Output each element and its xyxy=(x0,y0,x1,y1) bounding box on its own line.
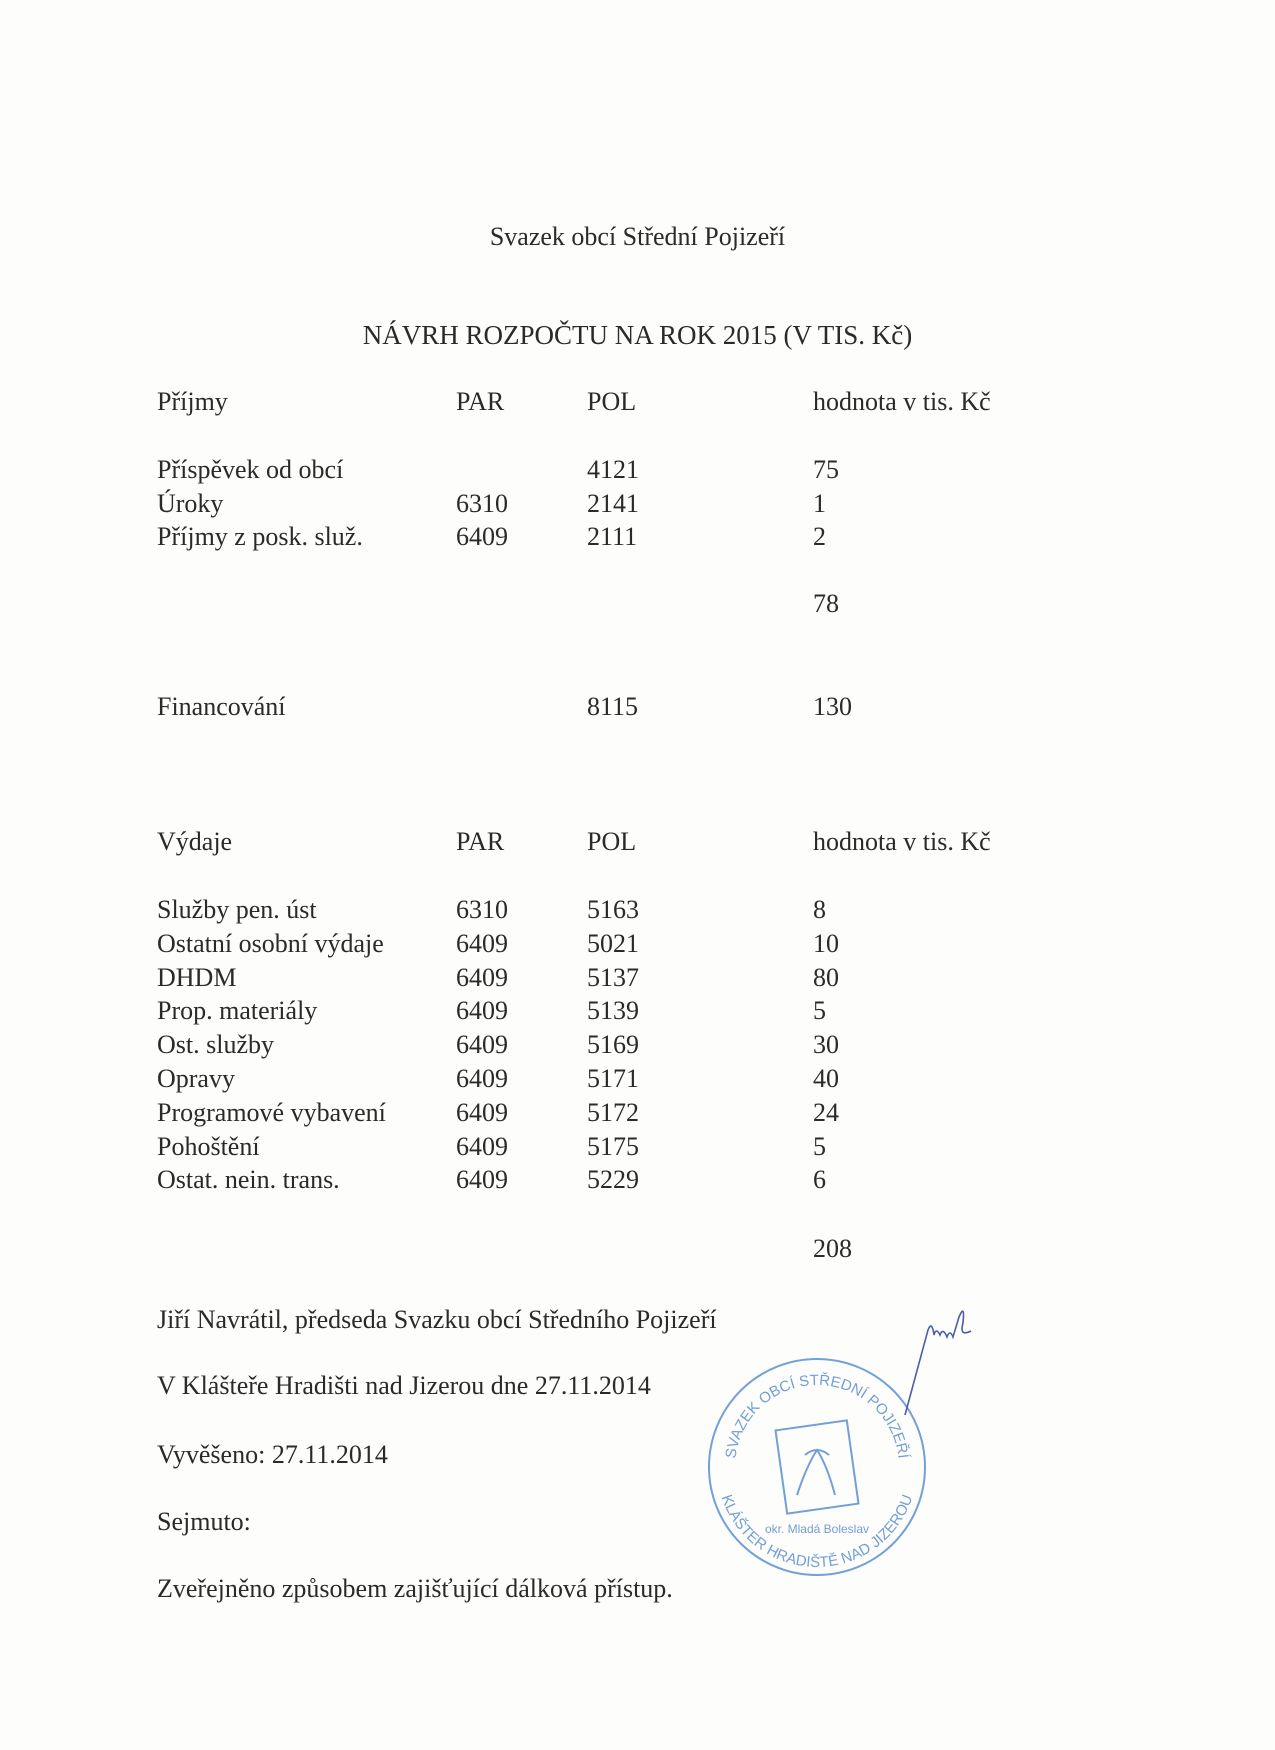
expense-row-label: Služby pen. úst xyxy=(157,895,317,924)
expense-row-label: Opravy xyxy=(157,1064,235,1093)
expense-row-par: 6409 xyxy=(456,1165,508,1195)
expense-row-value: 8 xyxy=(813,895,826,924)
expenses-header-pol: POL xyxy=(587,827,637,856)
stamp-outer-ring xyxy=(709,1359,925,1575)
financing-label: Financování xyxy=(157,692,286,721)
expense-row-pol: 5172 xyxy=(587,1097,639,1127)
expenses-header-par: PAR xyxy=(456,827,505,856)
official-stamp xyxy=(705,1355,929,1579)
expense-row-pol: 5175 xyxy=(587,1131,639,1161)
expenses-header-label: Výdaje xyxy=(157,827,233,856)
expense-row-value: 30 xyxy=(813,1030,839,1060)
income-header-par: PAR xyxy=(456,387,505,416)
income-row-par: 6310 xyxy=(456,488,508,518)
income-row-value: 1 xyxy=(813,488,826,518)
expense-row-pol: 5163 xyxy=(587,895,639,924)
income-row-value: 75 xyxy=(813,455,839,484)
income-row-label: Příspěvek od obcí xyxy=(157,455,344,484)
expense-row-pol: 5169 xyxy=(587,1030,639,1060)
expense-row-par: 6409 xyxy=(456,1131,508,1161)
signatory: Jiří Navrátil, předseda Svazku obcí Středního Pojizeří xyxy=(157,1305,717,1334)
expense-row-value: 5 xyxy=(813,996,826,1026)
income-total: 78 xyxy=(813,589,839,618)
publication-note: Zveřejněno způsobem zajišťující dálková přístup. xyxy=(157,1574,673,1603)
income-row-par: 6409 xyxy=(456,522,508,551)
income-row-label: Příjmy z posk. služ. xyxy=(157,522,363,551)
stamp-emblem-frame xyxy=(776,1420,859,1513)
expense-row-par: 6409 xyxy=(456,996,508,1026)
financing-value: 130 xyxy=(813,692,852,721)
expense-row-par: 6409 xyxy=(456,1064,508,1093)
expense-row-label: Ost. služby xyxy=(157,1030,274,1060)
expense-row-par: 6409 xyxy=(456,928,508,958)
expense-row-par: 6409 xyxy=(456,962,508,992)
expense-row-label: Pohoštění xyxy=(157,1131,260,1161)
expense-row-value: 80 xyxy=(813,962,839,992)
stamp-text-bottom: KLÁŠTER HRADIŠTĚ NAD JIZEROU xyxy=(717,1492,917,1572)
income-row-pol: 4121 xyxy=(587,455,639,484)
expense-row-par: 6409 xyxy=(456,1030,508,1060)
svg-text:SVAZEK OBCÍ STŘEDNÍ POJIZEŘÍ xyxy=(722,1372,911,1460)
expense-row-value: 6 xyxy=(813,1165,826,1195)
expense-row-label: Ostat. nein. trans. xyxy=(157,1165,340,1195)
lion-emblem-icon xyxy=(797,1450,835,1495)
expense-row-label: Ostatní osobní výdaje xyxy=(157,928,384,958)
document-title: NÁVRH ROZPOČTU NA ROK 2015 (V TIS. Kč) xyxy=(362,320,913,350)
income-row-label: Úroky xyxy=(157,488,224,518)
expense-row-value: 24 xyxy=(813,1097,839,1127)
expense-row-pol: 5139 xyxy=(587,996,639,1026)
expense-row-value: 10 xyxy=(813,928,839,958)
expense-row-value: 40 xyxy=(813,1064,839,1093)
place-date: V Klášteře Hradišti nad Jizerou dne 27.11.2014 xyxy=(157,1371,651,1400)
handwritten-signature xyxy=(900,1310,1010,1420)
financing-pol: 8115 xyxy=(587,692,639,721)
income-row-pol: 2141 xyxy=(587,488,639,518)
expense-row-label: Prop. materiály xyxy=(157,996,318,1026)
expense-row-pol: 5021 xyxy=(587,928,639,958)
expense-row-label: Programové vybavení xyxy=(157,1097,386,1127)
expenses-total: 208 xyxy=(813,1234,852,1263)
income-header-pol: POL xyxy=(587,387,637,416)
income-header-label: Příjmy xyxy=(157,387,228,416)
expenses-header-value: hodnota v tis. Kč xyxy=(813,827,991,856)
expense-row-pol: 5171 xyxy=(587,1064,639,1093)
income-header-value: hodnota v tis. Kč xyxy=(813,387,991,416)
expense-row-par: 6409 xyxy=(456,1097,508,1127)
expense-row-value: 5 xyxy=(813,1131,826,1161)
income-row-pol: 2111 xyxy=(587,522,638,551)
expense-row-label: DHDM xyxy=(157,962,237,992)
stamp-text-top: SVAZEK OBCÍ STŘEDNÍ POJIZEŘÍ xyxy=(722,1371,912,1460)
expense-row-pol: 5137 xyxy=(587,962,639,992)
removed-date: Sejmuto: xyxy=(157,1507,251,1536)
expense-row-par: 6310 xyxy=(456,895,508,924)
expense-row-pol: 5229 xyxy=(587,1165,639,1195)
stamp-text-inner: okr. Mladá Boleslav xyxy=(764,1522,870,1536)
organization-name: Svazek obcí Střední Pojizeří xyxy=(489,222,786,251)
posted-date: Vyvěšeno: 27.11.2014 xyxy=(157,1440,388,1469)
income-row-value: 2 xyxy=(813,522,826,551)
